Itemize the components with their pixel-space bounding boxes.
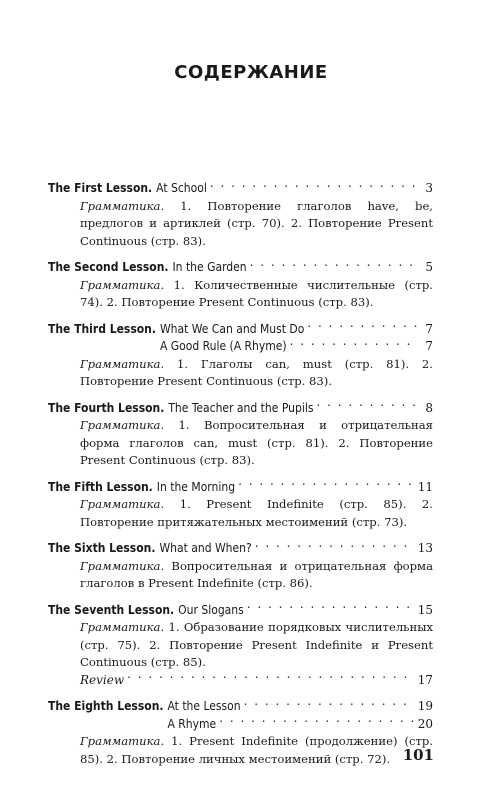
grammar-note <box>48 356 433 391</box>
lesson-title: A Rhyme <box>167 716 217 731</box>
lesson-title: What and When? <box>159 541 252 555</box>
toc-line <box>48 716 433 734</box>
grammar-text: 1. Образование порядковых числительных (стр. 75). 2. Повторение Present Indefinite и Present Continuous (стр. 85). <box>80 620 433 669</box>
grammar-label: Грамматика. <box>80 198 165 213</box>
dot-leader <box>219 716 415 728</box>
page-ref: 8 <box>425 400 433 415</box>
table-of-contents <box>48 180 433 777</box>
toc-line <box>48 338 433 356</box>
page-ref: 5 <box>425 260 433 274</box>
lesson-title: At School <box>156 181 207 195</box>
toc-lesson-entry <box>48 540 433 593</box>
toc-line <box>48 259 433 277</box>
lesson-title: In the Morning <box>156 479 236 494</box>
grammar-note <box>48 198 433 251</box>
grammar-note <box>48 496 433 531</box>
toc-line <box>48 321 433 339</box>
page-title: СОДЕРЖАНИЕ <box>174 62 328 83</box>
grammar-label: Грамматика. <box>80 620 165 634</box>
toc-lesson-entry <box>48 259 433 312</box>
lesson-title: A Good Rule (A Rhyme) <box>159 339 287 353</box>
dot-leader <box>244 698 415 710</box>
lesson-number: The First Lesson. <box>48 181 153 195</box>
page-number: 101 <box>402 746 434 764</box>
lesson-number: The Second Lesson. <box>48 260 169 274</box>
toc-line <box>48 479 433 497</box>
grammar-text: 1. Повторение глаголов have, be, предлогов и артиклей (стр. 70). 2. Повторение Present Continuous (стр. 83). <box>80 198 433 248</box>
toc-lesson-entry <box>48 698 433 768</box>
lesson-number: The Sixth Lesson. <box>48 541 156 555</box>
dot-leader <box>250 259 418 271</box>
grammar-label: Грамматика. <box>80 277 165 292</box>
toc-lesson-entry <box>48 400 433 470</box>
lesson-title: What We Can and Must Do <box>159 321 305 336</box>
lesson-number: The Third Lesson. <box>48 321 156 336</box>
grammar-note <box>48 417 433 470</box>
grammar-label: Грамматика. <box>80 558 165 573</box>
lesson-title: Our Slogans <box>178 602 244 617</box>
page-ref: 17 <box>417 672 433 687</box>
dot-leader <box>307 321 418 333</box>
dot-leader <box>316 400 418 412</box>
page-ref: 13 <box>417 541 433 555</box>
grammar-text: Вопросительная и отрицательная форма глаголов в Present Indefinite (стр. 86). <box>80 558 433 590</box>
page-ref: 19 <box>417 699 433 713</box>
page-ref: 3 <box>425 181 433 195</box>
toc-lesson-entry <box>48 479 433 532</box>
dot-leader <box>127 672 415 684</box>
lesson-number: The Eighth Lesson. <box>48 699 164 713</box>
toc-line <box>48 180 433 198</box>
toc-lesson-entry <box>48 180 433 250</box>
grammar-text: 1. Глаголы can, must (стр. 81). 2. Повторение Present Continuous (стр. 83). <box>80 356 433 388</box>
grammar-text: 1. Present Indefinite (стр. 85). 2. Повторение притяжательных местоимений (стр. 73). <box>80 497 433 529</box>
toc-line <box>48 698 433 716</box>
lesson-title: At the Lesson <box>167 699 241 713</box>
toc-line <box>48 400 433 418</box>
page-ref: 20 <box>417 716 433 731</box>
page-ref: 7 <box>425 321 433 336</box>
dot-leader <box>210 180 418 192</box>
dot-leader <box>255 540 415 552</box>
grammar-note <box>48 558 433 593</box>
toc-line <box>48 540 433 558</box>
review-line <box>48 672 433 690</box>
toc-lesson-entry <box>48 321 433 391</box>
grammar-label: Грамматика. <box>80 734 165 748</box>
grammar-text: 1. Present Indefinite (продолжение) (стр. 85). 2. Повторение личных местоимений (стр. 72). <box>80 734 433 766</box>
grammar-note <box>48 619 433 672</box>
page-ref: 11 <box>417 479 433 494</box>
dot-leader <box>247 602 415 614</box>
lesson-title: In the Garden <box>172 260 247 274</box>
dot-leader <box>290 338 418 350</box>
grammar-label: Грамматика. <box>80 497 165 511</box>
grammar-text: 1. Вопросительная и отрицательная форма глаголов can, must (стр. 81). 2. Повторение Present Continuous (стр. 83). <box>80 418 433 467</box>
grammar-note <box>48 733 433 768</box>
grammar-label: Грамматика. <box>80 418 165 432</box>
toc-line <box>48 602 433 620</box>
toc-lesson-entry <box>48 602 433 690</box>
page-ref: 7 <box>425 339 433 353</box>
lesson-title: The Teacher and the Pupils <box>168 400 314 415</box>
grammar-text: 1. Количественные числительные (стр. 74). 2. Повторение Present Continuous (стр. 83). <box>80 277 433 309</box>
lesson-number: The Fifth Lesson. <box>48 479 153 494</box>
lesson-number: The Seventh Lesson. <box>48 602 175 617</box>
grammar-label: Грамматика. <box>80 356 165 371</box>
page-ref: 15 <box>417 602 433 617</box>
grammar-note <box>48 277 433 312</box>
review-label: Review <box>80 672 125 687</box>
dot-leader <box>238 479 415 491</box>
lesson-number: The Fourth Lesson. <box>48 400 165 415</box>
